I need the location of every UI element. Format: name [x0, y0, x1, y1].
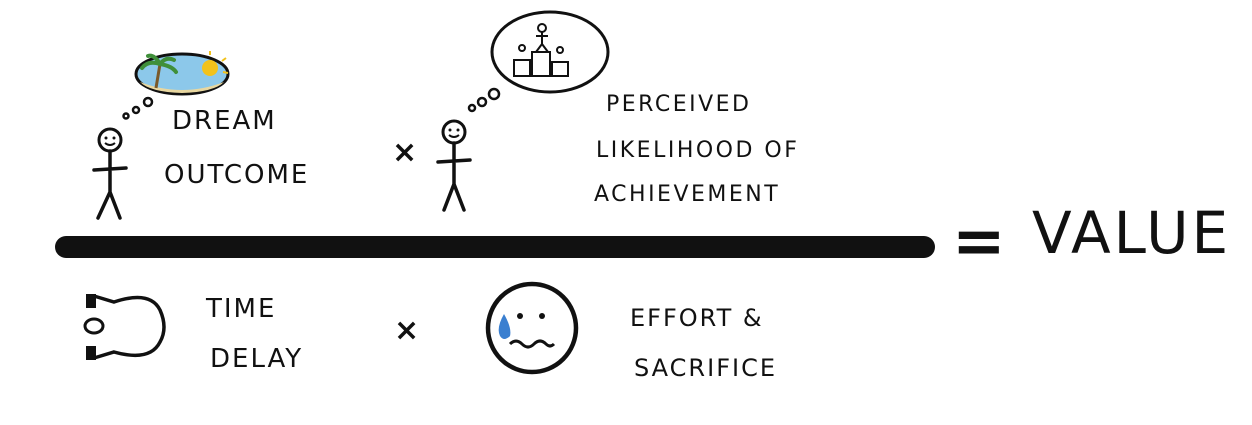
equals-sign: =	[952, 205, 1006, 279]
dreamer-stick-figure-icon	[90, 124, 132, 224]
time-delay-hourglass-icon	[80, 288, 172, 364]
time-delay-line1: TIME	[206, 294, 277, 324]
achiever-stick-figure-icon	[434, 116, 476, 216]
value-label: VALUE	[1032, 199, 1232, 267]
perceived-likelihood-line3: ACHIEVEMENT	[594, 182, 781, 207]
dream-outcome-line1: DREAM	[172, 106, 277, 136]
effort-sacrifice-line2: SACRIFICE	[634, 354, 777, 382]
numerator-multiply-operator: ×	[392, 135, 420, 170]
achievement-thought-bubble-icon	[466, 14, 606, 114]
time-delay-line2: DELAY	[210, 344, 304, 374]
perceived-likelihood-line2: LIKELIHOOD OF	[596, 138, 800, 163]
effort-sacrifice-line1: EFFORT &	[630, 304, 764, 332]
sweating-face-icon	[482, 278, 582, 378]
denominator-multiply-operator: ×	[394, 313, 422, 348]
dream-outcome-line2: OUTCOME	[164, 160, 310, 190]
fraction-bar	[54, 234, 936, 260]
perceived-likelihood-line1: PERCEIVED	[606, 92, 752, 117]
